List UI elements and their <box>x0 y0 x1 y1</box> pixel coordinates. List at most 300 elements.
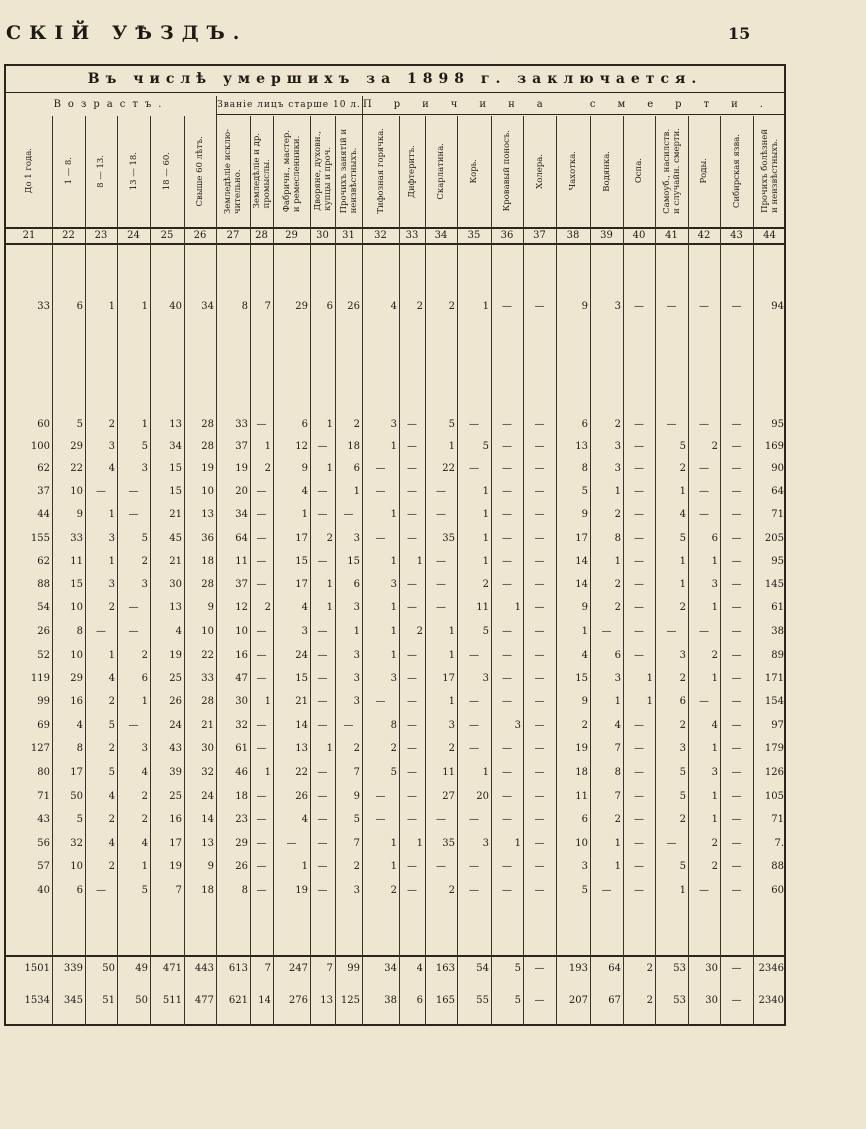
total-cell: 50 <box>135 995 148 1006</box>
table-cell: 145 <box>764 579 784 590</box>
table-cell: 2 <box>141 650 148 661</box>
table-cell: 62 <box>37 463 50 474</box>
table-cell: 1 <box>326 579 333 590</box>
table-cell: 5 <box>141 533 148 544</box>
column-number: 39 <box>600 230 613 241</box>
table-cell: 1 <box>614 838 621 849</box>
table-cell: 127 <box>30 743 50 754</box>
column-number: 38 <box>566 230 580 241</box>
table-cell: — <box>256 579 267 590</box>
table-cell: — <box>534 556 545 567</box>
table-cell: — <box>407 579 417 590</box>
table-cell: 9 <box>76 509 83 520</box>
table-cell: 6 <box>711 533 718 544</box>
table-cell: 13 <box>201 509 214 520</box>
table-cell: 88 <box>37 579 50 590</box>
table-cell: 3 <box>353 602 360 613</box>
table-cell: 8 <box>241 885 248 896</box>
table-cell: — <box>256 509 267 520</box>
table-cell: 1 <box>581 626 588 637</box>
table-cell: 21 <box>169 556 182 567</box>
table-cell: 2 <box>581 720 588 731</box>
table-cell: 6 <box>301 419 308 430</box>
table-cell: 3 <box>614 463 621 474</box>
table-cell: 2 <box>614 602 621 613</box>
table-cell: 35 <box>442 838 455 849</box>
table-cell: 35 <box>442 533 455 544</box>
column-header <box>491 116 523 226</box>
table-cell: 15 <box>575 673 588 684</box>
total-cell: 30 <box>705 995 718 1006</box>
table-cell: 28 <box>201 579 214 590</box>
table-cell: 8 <box>614 533 621 544</box>
table-cell: 71 <box>37 791 50 802</box>
table-cell: — <box>601 626 612 637</box>
table-cell: — <box>256 673 267 684</box>
table-cell: 7 <box>175 885 182 896</box>
table-cell: 1 <box>482 486 489 497</box>
table-cell: 2 <box>448 743 455 754</box>
table-cell: 95 <box>771 556 784 567</box>
table-cell: 10 <box>70 861 83 872</box>
table-cell: — <box>634 463 644 474</box>
total-cell: — <box>731 995 742 1006</box>
table-cell: 205 <box>764 533 784 544</box>
total-cell: 49 <box>135 963 148 974</box>
table-cell: — <box>634 602 644 613</box>
table-cell: 6 <box>614 650 621 661</box>
column-header <box>6 116 52 226</box>
table-cell: 5 <box>679 533 686 544</box>
table-cell: 2 <box>614 419 621 430</box>
table-cell: — <box>469 650 479 661</box>
table-cell: — <box>534 486 545 497</box>
table-cell: 1 <box>141 696 148 707</box>
table-cell: 19 <box>169 650 182 661</box>
table-cell: 29 <box>295 301 308 312</box>
table-cell: — <box>731 885 742 896</box>
table-cell: 6 <box>679 696 686 707</box>
table-cell: 15 <box>169 486 182 497</box>
table-cell: 64 <box>771 486 784 497</box>
table-cell: 15 <box>295 673 308 684</box>
column-header-label: Холера. <box>534 153 545 189</box>
table-cell: 4 <box>108 673 115 684</box>
table-cell: 6 <box>581 814 588 825</box>
table-cell: 28 <box>201 441 214 452</box>
table-cell: 6 <box>76 301 83 312</box>
table-cell: 2 <box>614 814 621 825</box>
table-cell: 5 <box>679 767 686 778</box>
table-cell: 33 <box>201 673 214 684</box>
table-cell: 1 <box>711 791 718 802</box>
table-cell: 60 <box>771 885 784 896</box>
table-cell: — <box>534 509 545 520</box>
table-cell: 19 <box>575 743 588 754</box>
total-cell: — <box>534 963 545 974</box>
table-cell: 105 <box>764 791 784 802</box>
table-cell: 26 <box>295 791 308 802</box>
table-cell: — <box>731 486 742 497</box>
table-cell: 18 <box>347 441 360 452</box>
table-cell: — <box>256 814 267 825</box>
table-cell: 3 <box>141 743 148 754</box>
table-cell: 15 <box>347 556 360 567</box>
table-cell: 3 <box>614 673 621 684</box>
table-cell: — <box>502 673 512 684</box>
table-cell: 11 <box>70 556 83 567</box>
column-header <box>720 116 753 226</box>
table-cell: — <box>634 419 644 430</box>
table-cell: 2 <box>711 838 718 849</box>
table-cell: 20 <box>476 791 489 802</box>
table-cell: — <box>502 419 512 430</box>
table-cell: — <box>502 650 512 661</box>
total-cell: 621 <box>228 995 248 1006</box>
column-number: 32 <box>374 230 387 241</box>
table-cell: 37 <box>235 441 248 452</box>
total-cell: — <box>534 995 545 1006</box>
table-cell: 5 <box>679 861 686 872</box>
total-cell: 51 <box>102 995 115 1006</box>
table-cell: 1 <box>679 885 686 896</box>
total-cell: 34 <box>384 963 397 974</box>
table-cell: 33 <box>37 301 50 312</box>
table-cell: — <box>534 885 545 896</box>
table-cell: — <box>96 486 106 497</box>
table-cell: 1 <box>108 556 115 567</box>
table-cell: — <box>375 696 386 707</box>
table-cell: 5 <box>482 626 489 637</box>
table-cell: 19 <box>295 885 308 896</box>
table-cell: — <box>534 814 545 825</box>
table-cell: — <box>699 463 709 474</box>
table-cell: 12 <box>295 441 308 452</box>
table-cell: — <box>256 626 267 637</box>
table-cell: 3 <box>108 533 115 544</box>
table-cell: 6 <box>76 885 83 896</box>
table-cell: — <box>731 838 742 849</box>
table-cell: 10 <box>201 626 214 637</box>
table-cell: 15 <box>169 463 182 474</box>
total-cell: 54 <box>476 963 489 974</box>
table-cell: 8 <box>614 767 621 778</box>
table-cell: 179 <box>764 743 784 754</box>
table-cell: — <box>317 814 328 825</box>
table-cell: — <box>534 441 545 452</box>
table-cell: 1 <box>301 509 308 520</box>
table-cell: — <box>634 533 644 544</box>
table-cell: — <box>375 486 386 497</box>
total-cell: 5 <box>514 995 521 1006</box>
column-header-label: Дифтеритъ. <box>407 144 417 198</box>
table-cell: 3 <box>482 673 489 684</box>
table-cell: 22 <box>201 650 214 661</box>
table-cell: 61 <box>771 602 784 613</box>
column-header <box>273 116 310 226</box>
table-cell: — <box>634 556 644 567</box>
group-header-causes: Причина смерти. <box>363 99 785 110</box>
table-cell: — <box>731 579 742 590</box>
table-cell: 2 <box>711 861 718 872</box>
table-cell: — <box>534 602 545 613</box>
column-header <box>590 116 623 226</box>
table-cell: 9 <box>581 509 588 520</box>
table-title: Въ числѣ умершихъ за 1898 г. заключается. <box>87 71 703 87</box>
table-cell: — <box>502 626 512 637</box>
table-cell: — <box>128 626 139 637</box>
table-cell: 1 <box>353 486 360 497</box>
table-cell: — <box>731 650 742 661</box>
table-cell: 1 <box>108 650 115 661</box>
table-cell: 1 <box>448 441 455 452</box>
table-cell: 27 <box>442 791 455 802</box>
column-number: 42 <box>697 230 711 241</box>
table-cell: 119 <box>30 673 50 684</box>
column-number: 30 <box>316 230 329 241</box>
column-header-label: Прочихъ болѣзней и неизвѣстныхъ. <box>759 129 780 213</box>
table-cell: 14 <box>201 814 214 825</box>
table-cell: 4 <box>76 720 83 731</box>
table-cell: — <box>128 486 139 497</box>
table-cell: 3 <box>353 696 360 707</box>
table-cell: 6 <box>581 419 588 430</box>
total-cell: 99 <box>347 963 360 974</box>
table-cell: 9 <box>581 602 588 613</box>
column-number: 35 <box>467 230 481 241</box>
table-cell: — <box>731 626 742 637</box>
table-cell: — <box>436 486 446 497</box>
table-cell: 5 <box>353 814 360 825</box>
column-header <box>425 116 457 226</box>
table-cell: 1 <box>482 509 489 520</box>
table-cell: — <box>317 767 328 778</box>
table-cell: 62 <box>37 556 50 567</box>
table-cell: 126 <box>764 767 784 778</box>
table-cell: 30 <box>235 696 248 707</box>
table-cell: 26 <box>37 626 50 637</box>
running-header <box>0 22 866 48</box>
table-cell: 2 <box>711 441 718 452</box>
table-cell: 2 <box>141 556 148 567</box>
table-cell: — <box>731 441 742 452</box>
table-cell: 1 <box>390 556 397 567</box>
table-cell: 50 <box>70 791 83 802</box>
table-cell: 15 <box>70 579 83 590</box>
table-cell: 1 <box>108 509 115 520</box>
table-cell: — <box>534 626 545 637</box>
table-cell: — <box>634 838 644 849</box>
table-cell: — <box>666 838 677 849</box>
table-cell: — <box>634 791 644 802</box>
total-cell: 247 <box>288 963 308 974</box>
table-cell: 34 <box>169 441 182 452</box>
table-cell: 24 <box>169 720 182 731</box>
table-cell: 30 <box>201 743 214 754</box>
table-cell: 13 <box>169 602 182 613</box>
table-cell: — <box>256 885 267 896</box>
table-cell: — <box>317 650 328 661</box>
table-cell: 1 <box>646 673 653 684</box>
column-header <box>623 116 655 226</box>
table-cell: 34 <box>235 509 248 520</box>
table-cell: 8 <box>581 463 588 474</box>
total-cell: 613 <box>228 963 248 974</box>
total-cell: 165 <box>435 995 455 1006</box>
table-cell: 2 <box>482 579 489 590</box>
table-cell: — <box>534 696 545 707</box>
table-cell: 61 <box>235 743 248 754</box>
table-cell: — <box>502 791 512 802</box>
total-cell: 1534 <box>24 995 50 1006</box>
table-cell: 2 <box>711 650 718 661</box>
table-cell: — <box>128 720 139 731</box>
table-cell: 5 <box>108 767 115 778</box>
table-cell: — <box>128 509 139 520</box>
table-cell: 36 <box>201 533 214 544</box>
table-cell: 9 <box>301 463 308 474</box>
table-cell: 7 <box>353 767 360 778</box>
table-cell: — <box>502 814 512 825</box>
table-cell: — <box>731 743 742 754</box>
table-cell: 5 <box>679 441 686 452</box>
column-header-label: Сибирская язва. <box>731 133 742 209</box>
table-cell: 43 <box>37 814 50 825</box>
table-cell: 4 <box>141 838 148 849</box>
table-cell: — <box>731 814 742 825</box>
table-cell: 52 <box>37 650 50 661</box>
table-cell: 39 <box>169 767 182 778</box>
column-number: 33 <box>405 230 419 241</box>
rule-under-title <box>4 92 786 93</box>
table-cell: — <box>407 602 417 613</box>
table-cell: — <box>502 441 512 452</box>
table-cell: 94 <box>771 301 784 312</box>
table-cell: — <box>634 441 644 452</box>
column-header <box>85 116 117 226</box>
group-header-age: Возрастъ. <box>53 99 169 110</box>
table-cell: — <box>469 814 479 825</box>
table-cell: 1 <box>141 419 148 430</box>
total-cell: 2 <box>646 995 653 1006</box>
column-header-label: 8 — 13. <box>96 154 106 188</box>
column-number: 40 <box>632 230 646 241</box>
table-cell: — <box>634 579 644 590</box>
column-header-label: Самоуб., насилств. и случайн. смерти. <box>661 128 682 214</box>
table-cell: — <box>502 486 512 497</box>
table-cell: 4 <box>301 602 308 613</box>
table-cell: 1 <box>614 696 621 707</box>
table-cell: 169 <box>764 441 784 452</box>
total-cell: 14 <box>258 995 271 1006</box>
table-cell: 8 <box>241 301 248 312</box>
table-cell: 2 <box>141 791 148 802</box>
total-cell: 6 <box>416 995 423 1006</box>
table-cell: 1 <box>141 861 148 872</box>
table-cell: 3 <box>353 673 360 684</box>
table-cell: 29 <box>235 838 248 849</box>
table-cell: 3 <box>711 579 718 590</box>
table-cell: — <box>469 885 479 896</box>
table-cell: 2 <box>108 814 115 825</box>
table-cell: 2 <box>390 885 397 896</box>
table-cell: — <box>256 650 267 661</box>
column-header-label: Свыше 60 лѣтъ. <box>195 135 205 207</box>
table-cell: 56 <box>37 838 50 849</box>
column-header-label: Оспа. <box>634 158 644 184</box>
table-cell: 3 <box>614 441 621 452</box>
column-number: 25 <box>160 230 174 241</box>
table-cell: — <box>407 814 417 825</box>
table-cell: 1 <box>264 441 271 452</box>
table-cell: 10 <box>70 650 83 661</box>
table-cell: — <box>317 556 328 567</box>
table-cell: 89 <box>771 650 784 661</box>
table-cell: 2 <box>448 885 455 896</box>
table-cell: 6 <box>353 463 360 474</box>
table-cell: 1 <box>390 441 397 452</box>
table-cell: 4 <box>108 791 115 802</box>
table-cell: — <box>534 301 545 312</box>
total-cell: 53 <box>673 995 686 1006</box>
table-cell: 1 <box>679 579 686 590</box>
table-cell: 2 <box>108 419 115 430</box>
table-cell: — <box>666 626 677 637</box>
table-cell: 3 <box>141 579 148 590</box>
column-number: 36 <box>500 230 514 241</box>
total-cell: — <box>731 963 742 974</box>
table-cell: — <box>731 673 742 684</box>
column-header <box>117 116 150 226</box>
table-cell: 17 <box>442 673 455 684</box>
table-cell: — <box>407 419 417 430</box>
table-cell: — <box>534 720 545 731</box>
table-cell: 44 <box>37 509 50 520</box>
table-cell: — <box>375 533 386 544</box>
table-cell: 2 <box>353 861 360 872</box>
table-cell: 80 <box>37 767 50 778</box>
table-cell: 25 <box>169 673 182 684</box>
table-cell: 6 <box>326 301 333 312</box>
table-cell: 19 <box>235 463 248 474</box>
table-cell: — <box>436 509 446 520</box>
table-cell: 3 <box>108 579 115 590</box>
table-cell: 32 <box>201 767 214 778</box>
table-cell: 24 <box>295 650 308 661</box>
table-cell: 4 <box>175 626 182 637</box>
table-cell: 24 <box>201 791 214 802</box>
table-cell: — <box>731 767 742 778</box>
table-cell: 1 <box>448 650 455 661</box>
table-cell: — <box>469 743 479 754</box>
table-cell: — <box>407 767 417 778</box>
table-cell: 29 <box>70 673 83 684</box>
table-cell: 171 <box>764 673 784 684</box>
table-cell: 1 <box>614 861 621 872</box>
column-header <box>556 116 590 226</box>
table-cell: 22 <box>70 463 83 474</box>
total-cell: 7 <box>264 963 271 974</box>
table-cell: — <box>731 301 742 312</box>
table-cell: — <box>534 861 545 872</box>
table-cell: 54 <box>37 602 50 613</box>
table-cell: 5 <box>679 791 686 802</box>
table-cell: — <box>502 696 512 707</box>
table-cell: — <box>317 441 328 452</box>
table-cell: — <box>534 533 545 544</box>
column-number: 27 <box>226 230 240 241</box>
table-cell: 10 <box>575 838 588 849</box>
